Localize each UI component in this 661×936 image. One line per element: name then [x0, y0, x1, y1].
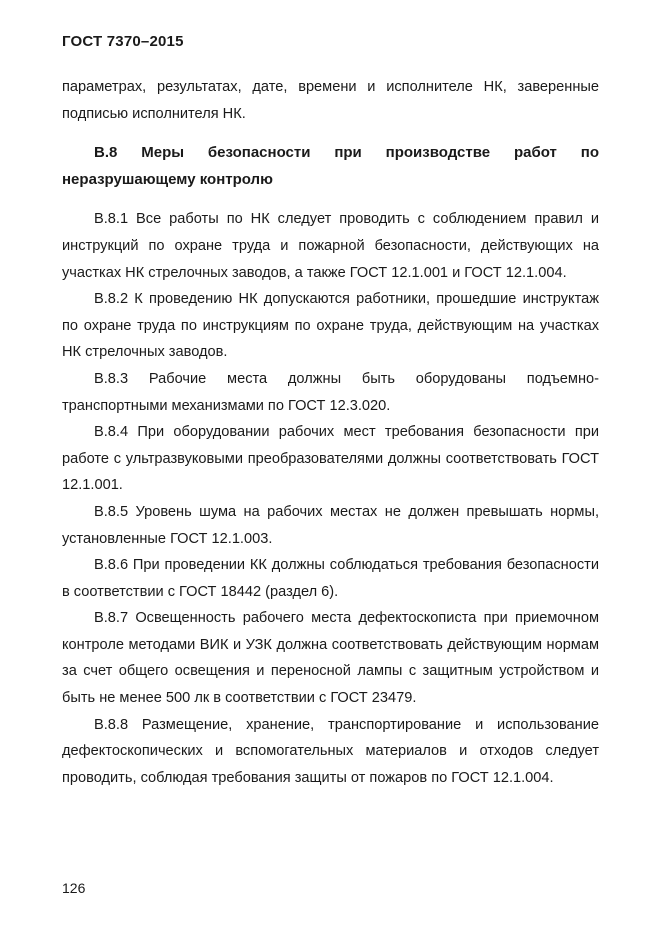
intro-paragraph: параметрах, результатах, дате, времени и исполнителе НК, заверенные подписью исполнителя НК.: [62, 79, 599, 122]
paragraph-b-8-6: В.8.6 При проведении КК должны соблюдаться требования безопасности в соответствии с ГОСТ 18442 (раздел 6).: [62, 557, 599, 600]
paragraph-b-8-1: В.8.1 Все работы по НК следует проводить с соблюдением правил и инструкций по охране труда и пожарной безопасности, действующих на участках НК стрелочных заводов, а также ГОСТ 12.1.001 и ГОСТ 12.1.004.: [62, 211, 599, 281]
paragraph-b-8-3: В.8.3 Рабочие места должны быть оборудованы подъемно-транспортными механизмами по ГОСТ 12.3.020.: [62, 370, 599, 414]
paragraph-b-8-2: В.8.2 К проведению НК допускаются работники, прошедшие инструктаж по охране труда по инструкциям по охране труда, действующим на участках НК стрелочных заводов.: [62, 291, 599, 361]
paragraph-b-8-8: В.8.8 Размещение, хранение, транспортирование и использование дефектоскопических и вспомогательных материалов и отходов следует проводить, соблюдая требования защиты от пожаров по ГОСТ 12.1.004.: [62, 716, 599, 786]
paragraph-b-8-7: В.8.7 Освещенность рабочего места дефектоскописта при приемочном контроле методами ВИК и УЗК должна соответствовать действующим нормам за счет общего освещения и переносной лампы с защитным устройством и быть не менее 500 лк в соответствии с ГОСТ 23479.: [62, 610, 599, 707]
document-body: [62, 74, 599, 791]
section-heading: В.8 Меры безопасности при производстве работ по неразрушающему контролю: [62, 144, 599, 188]
document-header: ГОСТ 7370–2015: [62, 33, 184, 50]
page-number: 126: [62, 880, 86, 896]
paragraph-b-8-4: В.8.4 При оборудовании рабочих мест требования безопасности при работе с ультразвуковыми преобразователями должны соответствовать ГОСТ 12.1.001.: [62, 424, 599, 494]
paragraph-b-8-5: В.8.5 Уровень шума на рабочих местах не должен превышать нормы, установленные ГОСТ 12.1.003.: [62, 503, 599, 547]
